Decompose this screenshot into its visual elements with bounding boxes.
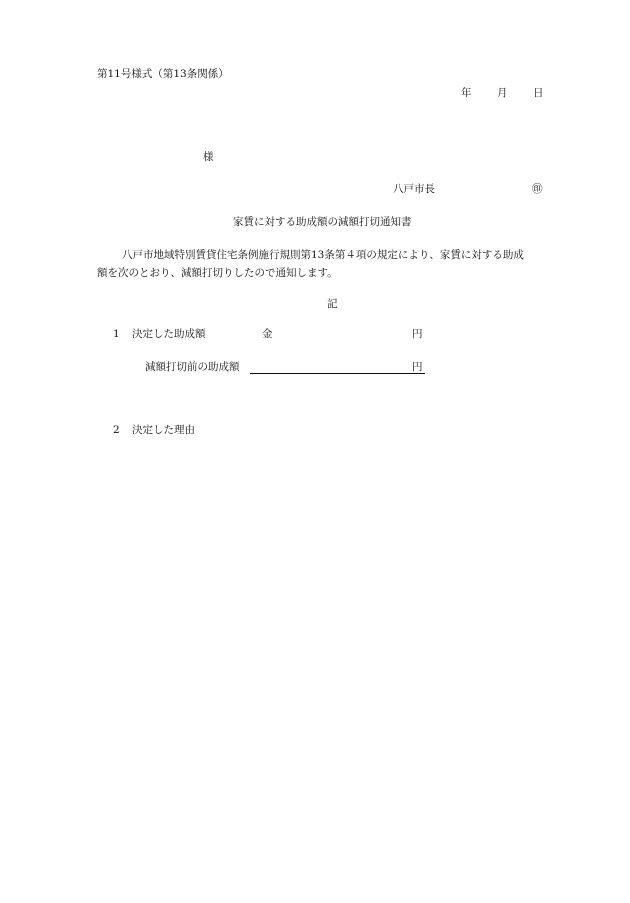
amount-unit: 円 — [412, 328, 423, 340]
body-text-line-1: 八戸市地域特別賃貸住宅条例施行規則第13条第４項の規定により、家賃に対する助成 — [122, 249, 524, 261]
date-month-label: 月 — [497, 87, 508, 99]
pre-reduction-label: 減額打切前の助成額 — [145, 361, 240, 373]
issuer-name: 八戸市長 — [393, 183, 435, 195]
date-day-label: 日 — [533, 87, 544, 99]
item-1-number: 1 — [113, 328, 120, 340]
document-title: 家賃に対する助成額の減額打切通知書 — [233, 216, 412, 228]
item-2-label: 決定した理由 — [132, 424, 195, 436]
amount-prefix: 金 — [262, 328, 273, 340]
addressee-honorific: 様 — [203, 151, 214, 163]
form-number: 第11号様式（第13条関係） — [97, 68, 229, 80]
item-1-label: 決定した助成額 — [132, 328, 206, 340]
pre-reduction-underline — [250, 373, 425, 374]
seal-mark: ㊞ — [532, 183, 543, 195]
item-2-number: 2 — [113, 424, 120, 436]
body-text-line-2: 額を次のとおり、減額打切りしたので通知します。 — [97, 267, 338, 279]
note-heading: 記 — [327, 298, 338, 310]
pre-reduction-unit: 円 — [412, 361, 423, 373]
date-year-label: 年 — [461, 87, 472, 99]
